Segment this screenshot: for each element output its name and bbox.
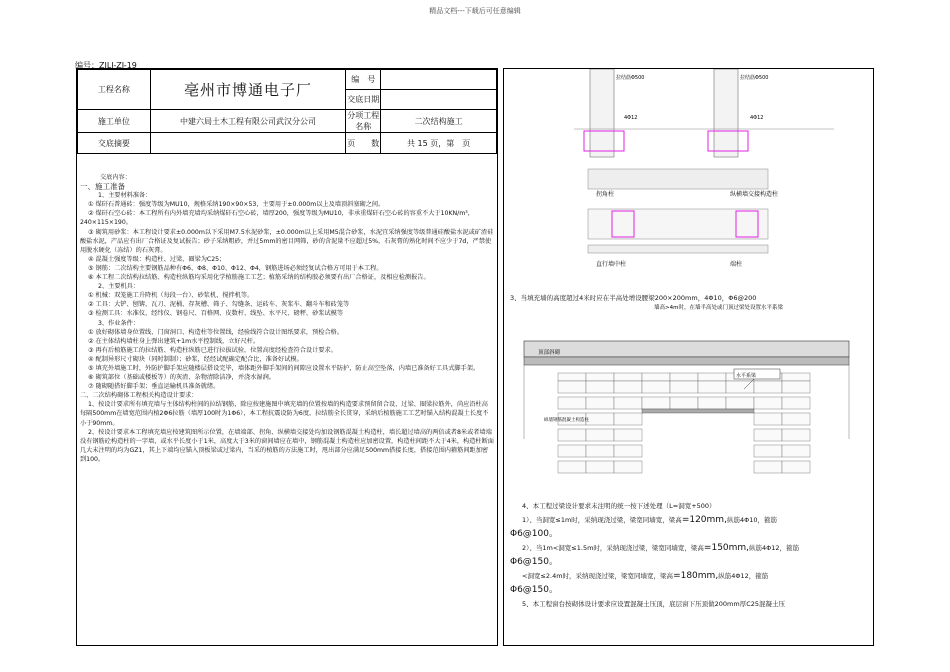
paragraph: ⑤ 钢筋：二次结构主要钢筋品种有Φ6、Φ8、Φ10、Φ12、Φ4，钢筋进场必须经复试合格方可用于本工程。 bbox=[88, 264, 383, 272]
end-column-label: 端柱 bbox=[730, 261, 743, 268]
rule-2-tail: Φ6@150。 bbox=[510, 557, 558, 567]
sub-value: 二次结构施工 bbox=[381, 110, 497, 133]
rule-1-tail: Φ6@100。 bbox=[510, 529, 558, 539]
item-4-text: 4、本工程过梁设计要求未注明的统一按下述处理（L=洞宽+500） bbox=[522, 502, 716, 510]
content-heading: 交底内容： bbox=[100, 174, 131, 181]
item-4-block bbox=[510, 499, 867, 611]
junction-column-label: 纵横墙交接构造柱 bbox=[730, 191, 779, 198]
right-sheet bbox=[503, 68, 874, 646]
paragraph: ③ 砌筑用砂浆：本工程设计要求±0.000m以下采用M7.5水泥砂浆，±0.000m以上采用M5混合砂浆，水泥宜采纳强度等级普通硅酸盐水泥或矿渣硅酸盐水泥，产品应有出厂合格证及复试报告；砂子采纳粗砂，并过5mm的密目网筛，砂的含泥量不应超过5%，石灰膏的熟化时间不应少于7d，严禁使用脱水硬化（冻结）的石灰膏。 bbox=[80, 228, 494, 254]
page-label: 页 数 bbox=[346, 133, 381, 154]
paragraph: ④ 配制异形尺寸砌块（同时制制）；砂浆，经经试配确定配合比，准备好试模。 bbox=[88, 355, 303, 363]
paragraph: 2、主要机具： bbox=[98, 283, 140, 291]
rule-3-tail: Φ6@150。 bbox=[510, 585, 558, 595]
unit-value: 中建六局土木工程有限公司武汉分公司 bbox=[150, 110, 345, 133]
left-sheet bbox=[76, 68, 498, 646]
section-1-heading: 一、施工准备 bbox=[80, 182, 125, 192]
paragraph: ⑥ 本工程二次结构拉结筋、构造柱纵筋均采用化学植筋施工工艺；植筋采纳的结构胶必须要有出厂合格证，及相应检测报告。 bbox=[88, 274, 430, 282]
paragraph: ⑦ 随砌随搭好脚手架；垂直运输机具准备就绪。 bbox=[88, 383, 220, 391]
corner-column-label: 拐角柱 bbox=[596, 191, 615, 198]
rule-3: <洞宽≤2.4m时，采纳现浇过梁，梁宽同墙宽，梁高=180mm,纵筋4Φ12，箍筋 bbox=[522, 571, 769, 581]
doc-number: 编号：ZJLJ-ZJ-19 bbox=[75, 61, 137, 70]
paragraph: 3、作业条件： bbox=[98, 319, 140, 327]
wall-elevation bbox=[524, 303, 849, 473]
summary-value bbox=[150, 133, 345, 154]
page-value: 共 15 页，第 页 bbox=[381, 133, 497, 154]
waist-beam-label: 水平系梁 bbox=[736, 373, 757, 379]
paragraph: ④ 混凝土强度等级：构造柱、过梁、圈梁为C25； bbox=[88, 255, 226, 263]
tie-bar-label: 拉结筋Φ500 bbox=[616, 75, 645, 81]
number-label: 编 号 bbox=[346, 70, 381, 90]
item-5-text: 5、本工程窗台按砌体设计要求应设置混凝土压顶，底层窗下压顶做200mm厚C25混凝土压 bbox=[522, 600, 786, 608]
paragraph: ⑥ 砌筑部位（基础或楼板等）的灰渣、杂物清除洁净，并浇水湿润。 bbox=[88, 374, 275, 382]
unit-label: 施工单位 bbox=[78, 110, 151, 133]
paragraph: ① 机械：双笼施工升降机（每段一台）、砂浆机、搅拌机等。 bbox=[88, 292, 254, 300]
tie-bar-label: 拉结筋Φ500 bbox=[740, 75, 769, 81]
item-3 bbox=[510, 291, 867, 305]
rebar-label: 4Φ12 bbox=[624, 115, 638, 121]
date-label: 交底日期 bbox=[346, 90, 381, 110]
paragraph: ⑤ 填充外墙施工时，外防护脚手架应随楼层搭设完毕，墙体距外脚手架间的间隙应设置水平防护，防止高空坠落，内墙已准备好工具式脚手架。 bbox=[88, 364, 480, 372]
side-note: 纵墙钢筋混凝土构造柱 bbox=[544, 418, 589, 423]
paragraph: ② 在主体结构墙柱身上弹出建筑+1m水平控制线，立好尺杆。 bbox=[88, 337, 260, 345]
date-value bbox=[381, 90, 497, 110]
mid-wall-column-label: 直行墙中柱 bbox=[596, 261, 627, 268]
callout-text: 墙高>4m时，在墙半高处或门顶过梁处设置水平系梁 bbox=[654, 305, 783, 311]
disclosure-content bbox=[80, 173, 494, 464]
rule-1: 1）、当洞宽≤1m时，采纳现浇过梁，梁宽同墙宽，梁高=120mm,纵筋4Φ10，箍筋 bbox=[522, 515, 777, 525]
item-3-text: 3、当填充墙的高度超过4米时应在半高处增设腰梁200×200mm，4Φ10，Φ6@200 bbox=[510, 294, 757, 302]
paragraph: ② 工具：大铲、刨锛、瓦刀、泥桶、存灰槽、筛子、勾缝条、运砖车、灰浆车、翻斗车和砖笼等 bbox=[88, 301, 350, 309]
project-name: 亳州市博通电子厂 bbox=[150, 70, 345, 110]
paragraph: 2、按设计要求本工程填充墙应按建筑图所示位置，在墙端部、拐角、纵横墙交接处均加设钢筋混凝土构造柱，墙长超过墙高的两倍或者8米或者墙端没有钢筋砼构造柱的一字墙，或水平长度小于1米，高度大于3米的窗间墙应在墙中，钢筋混凝土构造柱应加密设置，构造柱间距不大于4米，构造柱断面几大未注明的均为GZ1，其上下端均应锚入顶板梁或过梁内，当采的植筋的方法施工时，甩出部分应满足500mm搭接长度，搭接范围内箍筋间距加密到100。 bbox=[80, 428, 494, 463]
paragraph: ③ 再有后植筋施工的拉结筋、构造柱纵筋已进行拉拔试验，位置高度经检查符合设计要求。 bbox=[88, 346, 337, 354]
section-2-heading: 二、二次结构砌体工程相关构造设计要求： bbox=[80, 392, 198, 400]
header-note: 精品文档---下载后可任意编辑 bbox=[429, 7, 521, 15]
project-name-label: 工程名称 bbox=[78, 70, 151, 110]
paragraph: ② 煤矸石空心砖：本工程所有内外墙充墙均采纳煤矸石空心砖，墙厚200，强度等级为MU10，非承重煤矸石空心砖的容重不大于10KN/m³，240×115×190。 bbox=[80, 210, 474, 227]
paragraph: ③ 检测工具：水准仪、经纬仪、钢卷尺、百格网、皮数杆、线坠、水平尺、磅秤、砂浆试模等 bbox=[88, 310, 344, 318]
sub-label: 分项工程名称 bbox=[347, 111, 380, 131]
paragraph: ① 煤矸石普通砖：强度等级为MU10，规格采纳190×90×53，主要用于±0.000m以上及墙顶斜塞砌之间。 bbox=[88, 201, 385, 209]
rebar-label: 4Φ12 bbox=[750, 115, 764, 121]
paragraph: ① 放好砌体墙身位置线、门窗洞口、构造柱等位置线，经验线符合设计图纸要求，预检合格。 bbox=[88, 328, 344, 336]
rule-2: 2）、当1m<洞宽≤1.5m时，采纳现浇过梁，梁宽同墙宽，梁高=150mm,纵筋4Φ12，箍筋 bbox=[522, 543, 800, 553]
paragraph: 1、按设计要求所有填充墙与主体结构柱间的拉结钢筋，除应按建施图中填充墙的位置按墙的构造要求预留留合设、过梁、圈梁拉筋外，尚应沿柱高每隔500mm在墙宽范围内植2Φ6拉筋（墙厚100时为1Φ6），本工程抗震设防为6度，拉结筋全长贯穿，采纳后植筋施工工艺时锚入结构混凝土长度不小于90mm。 bbox=[80, 401, 489, 427]
top-slope-label: 顶部斜砌 bbox=[538, 350, 561, 356]
number-value bbox=[381, 70, 497, 90]
column-detail-top bbox=[574, 69, 834, 268]
summary-label: 交底摘要 bbox=[78, 133, 151, 154]
paragraph: 1、主要材料准备： bbox=[98, 192, 152, 200]
info-table bbox=[77, 69, 497, 154]
